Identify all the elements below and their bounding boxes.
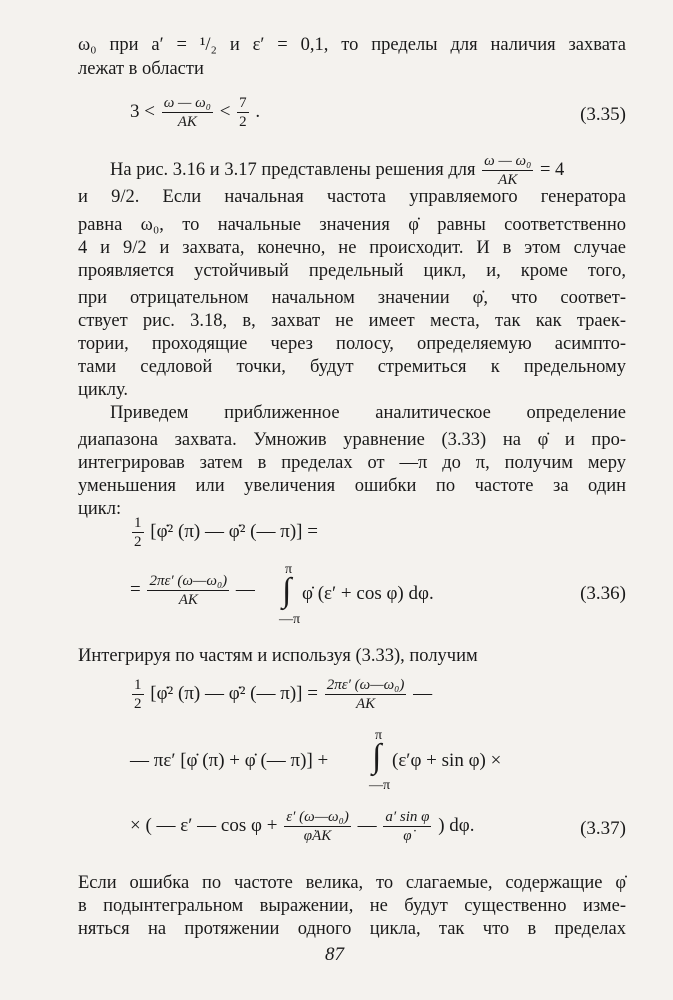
fraction-numerator: ω — ω₀ <box>484 153 532 169</box>
text-line: равна ω₀, то начальные значения φ̇ равны соответственно <box>78 215 626 235</box>
text-line: ствует рис. 3.18, в, захват не имеет места, так как траек- <box>78 311 626 331</box>
inline-fraction <box>482 152 533 189</box>
eq-term: — <box>357 814 377 836</box>
fraction <box>284 808 351 845</box>
eq-term: = <box>130 578 141 600</box>
integral-lower-limit: —π <box>279 612 301 627</box>
fraction <box>147 572 229 609</box>
text-line: интегрировав затем в пределах от —π до π, получим меру <box>78 453 626 473</box>
equation-3-36-line1 <box>130 514 318 551</box>
fraction <box>383 808 431 845</box>
eq-term: . <box>255 100 261 122</box>
fraction-numerator: 1 <box>134 515 142 531</box>
text-line: уменьшения или увеличения ошибки по частоте за один <box>78 476 626 496</box>
fraction-denominator: φ̇AK <box>303 828 332 844</box>
equation-3-36-line2 <box>130 572 255 609</box>
text-span: На рис. 3.16 и 3.17 представлены решения для <box>110 159 476 180</box>
fraction-denominator: φ̇ <box>403 828 412 844</box>
page-number: 87 <box>325 944 344 965</box>
eq-term: [φ̇² (π) — φ̇² (— π)] = <box>150 520 318 542</box>
text-line: Интегрируя по частям и используя (3.33), получим <box>78 646 478 666</box>
text-line: циклу. <box>78 380 129 400</box>
text-line: 4 и 9/2 и захвата, конечно, не происходит. И в этом случае <box>78 238 626 258</box>
equation-3-37-line1 <box>130 676 432 713</box>
text-line: при отрицательном начальном значении φ̇, что соответ- <box>78 288 626 308</box>
integral-sign: ∫ <box>282 572 292 609</box>
text-line: няться на протяжении одного цикла, так что в пределах <box>78 919 626 939</box>
text-line: в подынтегральном выражении, не будут существенно изме- <box>78 896 626 916</box>
eq-term: × ( — ε′ — cos φ + <box>130 814 278 836</box>
eq-term: — <box>235 578 255 600</box>
fraction-half <box>132 514 144 551</box>
fraction-denominator: AK <box>498 172 518 188</box>
fraction-denominator: AK <box>178 592 198 608</box>
integral-upper-limit: π <box>375 728 383 743</box>
eq-term: ) dφ. <box>438 814 475 836</box>
integrand: (ε′φ + sin φ) × <box>392 750 502 771</box>
text-span: = 4 <box>539 159 565 180</box>
fraction-denominator: AK <box>177 114 197 130</box>
text-line: и 9/2. Если начальная частота управляемого генератора <box>78 187 626 207</box>
integrand: φ̇ (ε′ + cos φ) dφ. <box>302 583 434 604</box>
text-line: Приведем приближенное аналитическое определение <box>110 403 626 423</box>
text-line: лежат в области <box>78 59 204 79</box>
integral-lower-limit: —π <box>369 778 391 793</box>
fraction-numerator: 1 <box>134 677 142 693</box>
fraction-numerator: ω — ω₀ <box>163 95 211 111</box>
integral-upper-limit: π <box>285 562 293 577</box>
fraction-denominator: 2 <box>134 534 142 550</box>
fraction-denominator: 2 <box>134 696 142 712</box>
text-line: проявляется устойчивый предельный цикл, и, кроме того, <box>78 261 626 281</box>
eq-term: [φ̇² (π) — φ̇² (— π)] = <box>150 682 318 704</box>
fraction-half <box>132 676 144 713</box>
fraction-numerator: ε′ (ω—ω₀) <box>286 809 349 825</box>
fraction-numerator: 7 <box>239 95 247 111</box>
text-line: тории, проходящие через полосу, определяемую асимпто- <box>78 334 626 354</box>
equation-3-37-line2: — πε′ [φ̇ (π) + φ̇ (— π)] + <box>130 750 329 771</box>
fraction-numerator: 2πε′ (ω—ω₀) <box>326 677 405 693</box>
equation-3-35 <box>130 94 260 131</box>
text-line: тами седловой точки, будут стремиться к предельному <box>78 357 626 377</box>
fraction <box>237 94 249 131</box>
fraction <box>325 676 407 713</box>
fraction-numerator: a′ sin φ <box>385 809 430 825</box>
equation-number: (3.35) <box>580 104 626 125</box>
equation-number: (3.37) <box>580 818 626 839</box>
eq-term: — <box>413 682 433 704</box>
fraction-denominator: AK <box>355 696 376 712</box>
equation-number: (3.36) <box>580 583 626 604</box>
fraction-numerator: 2πε′ (ω—ω₀) <box>149 573 228 589</box>
eq-term: 3 < <box>130 100 155 122</box>
equation-3-37-line3 <box>130 808 475 845</box>
eq-term: < <box>219 100 231 122</box>
text-line: диапазона захвата. Умножив уравнение (3.33) на φ̇ и про- <box>78 430 626 450</box>
text-line: ω₀ при a′ = ¹/₂ и ε′ = 0,1, то пределы для наличия захвата <box>78 35 626 55</box>
text-line: цикл: <box>78 499 122 519</box>
fraction <box>162 94 213 131</box>
integral-sign: ∫ <box>372 738 382 775</box>
text-line: Если ошибка по частоте велика, то слагаемые, содержащие φ̇ <box>78 873 626 893</box>
fraction-denominator: 2 <box>239 114 247 130</box>
text-line <box>110 152 565 189</box>
